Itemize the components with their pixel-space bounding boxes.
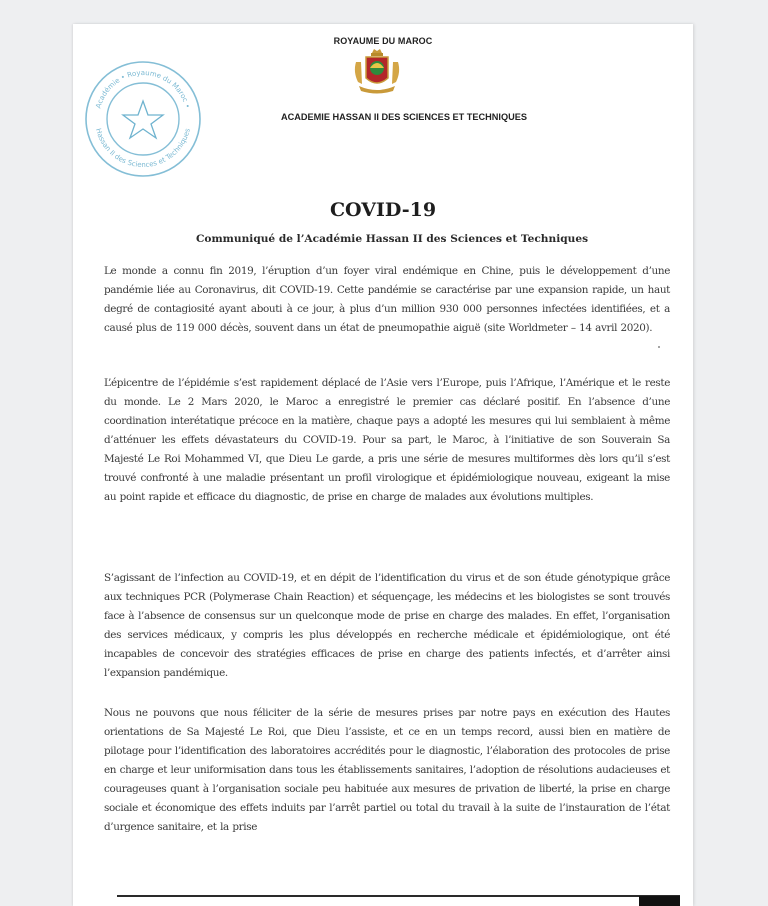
document-title: COVID-19 bbox=[329, 199, 437, 221]
scan-speck bbox=[658, 346, 660, 348]
paragraph-1: Le monde a connu fin 2019, l’éruption d’un foyer viral endémique en Chine, puis le développement d’une pandémie liée au Coronavirus, dit COVID-19. Cette pandémie se caractérise par une expansion rapide, un haut degré de contagiosité ayant abouti à ce jour, à plus d’un million 930 000 personnes infectées identifiées, et a causé plus de 119 000 décès, souvent dans un état de pneumopathie aiguë (site Worldmeter – 14 avril 2020). bbox=[104, 265, 670, 334]
footer-black-block bbox=[639, 896, 680, 906]
royal-coat-of-arms-icon bbox=[350, 48, 404, 96]
paragraph-2: L’épicentre de l’épidémie s’est rapidement déplacé de l’Asie vers l’Europe, puis l’Afrique, l’Amérique et le reste du monde. Le 2 Mars 2020, le Maroc a enregistré le premier cas déclaré positif. En l’absence d’une coordination interétatique précoce en la matière, chaque pays a adopté les mesures qui lui semblaient à même d’atténuer les effets dévastateurs du COVID-19. Pour sa part, le Maroc, à l’initiative de son Souverain Sa Majesté Le Roi Mohammed VI, que Dieu Le garde, a pris une série de mesures multiformes dès lors qu’il s’est trouvé confronté à une maladie présentant un profil virologique et épidémiologique nouveau, exigeant la mise au point rapide et efficace du diagnostic, de prise en charge de malades aux évolutions multiples. bbox=[104, 377, 670, 503]
document-page bbox=[73, 24, 693, 906]
svg-text:Hassan II des Sciences et Tech: Hassan II des Sciences et Techniques bbox=[94, 127, 192, 170]
footer-rule bbox=[117, 895, 680, 897]
document-subtitle: Communiqué de l’Académie Hassan II des Sciences et Techniques bbox=[195, 233, 589, 245]
academy-heading: ACADEMIE HASSAN II DES SCIENCES ET TECHNIQUES bbox=[280, 112, 528, 122]
paragraph-4: Nous ne pouvons que nous féliciter de la série de mesures prises par notre pays en exécution des Hautes orientations de Sa Majesté Le Roi, que Dieu l’assiste, et ce en un temps record, aussi bien en matière de pilotage pour l’identification des laboratoires accrédités pour le diagnostic, l’élaboration des protocoles de prise en charge et leur uniformisation dans tous les établissements sanitaires, l’adoption de résolutions audacieuses et courageuses quant à l’organisation sociale peu habituée aux mesures de privation de liberté, la prise en charge sociale et économique des effets induits par l’arrêt partiel ou total du travail à la suite de l’instauration de l’état d’urgence sanitaire, et la prise bbox=[104, 707, 670, 833]
paragraph-3: S’agissant de l’infection au COVID-19, et en dépit de l’identification du virus et de son étude génotypique grâce aux techniques PCR (Polymerase Chain Reaction) et séquençage, les médecins et les biologistes se sont trouvés face à l’absence de consensus sur un quelconque mode de prise en charge des malades. En effet, l’organisation des services médicaux, y compris les plus développés en recherche médicale et épidémiologique, ont été incapables de concevoir des stratégies efficaces de prise en charge des patients infectés, et d’arrêter ainsi l’expansion pandémique. bbox=[104, 572, 670, 679]
svg-text:Académie • Royaume du Maroc •: Académie • Royaume du Maroc • bbox=[94, 68, 192, 110]
kingdom-heading: ROYAUME DU MAROC bbox=[333, 36, 433, 46]
